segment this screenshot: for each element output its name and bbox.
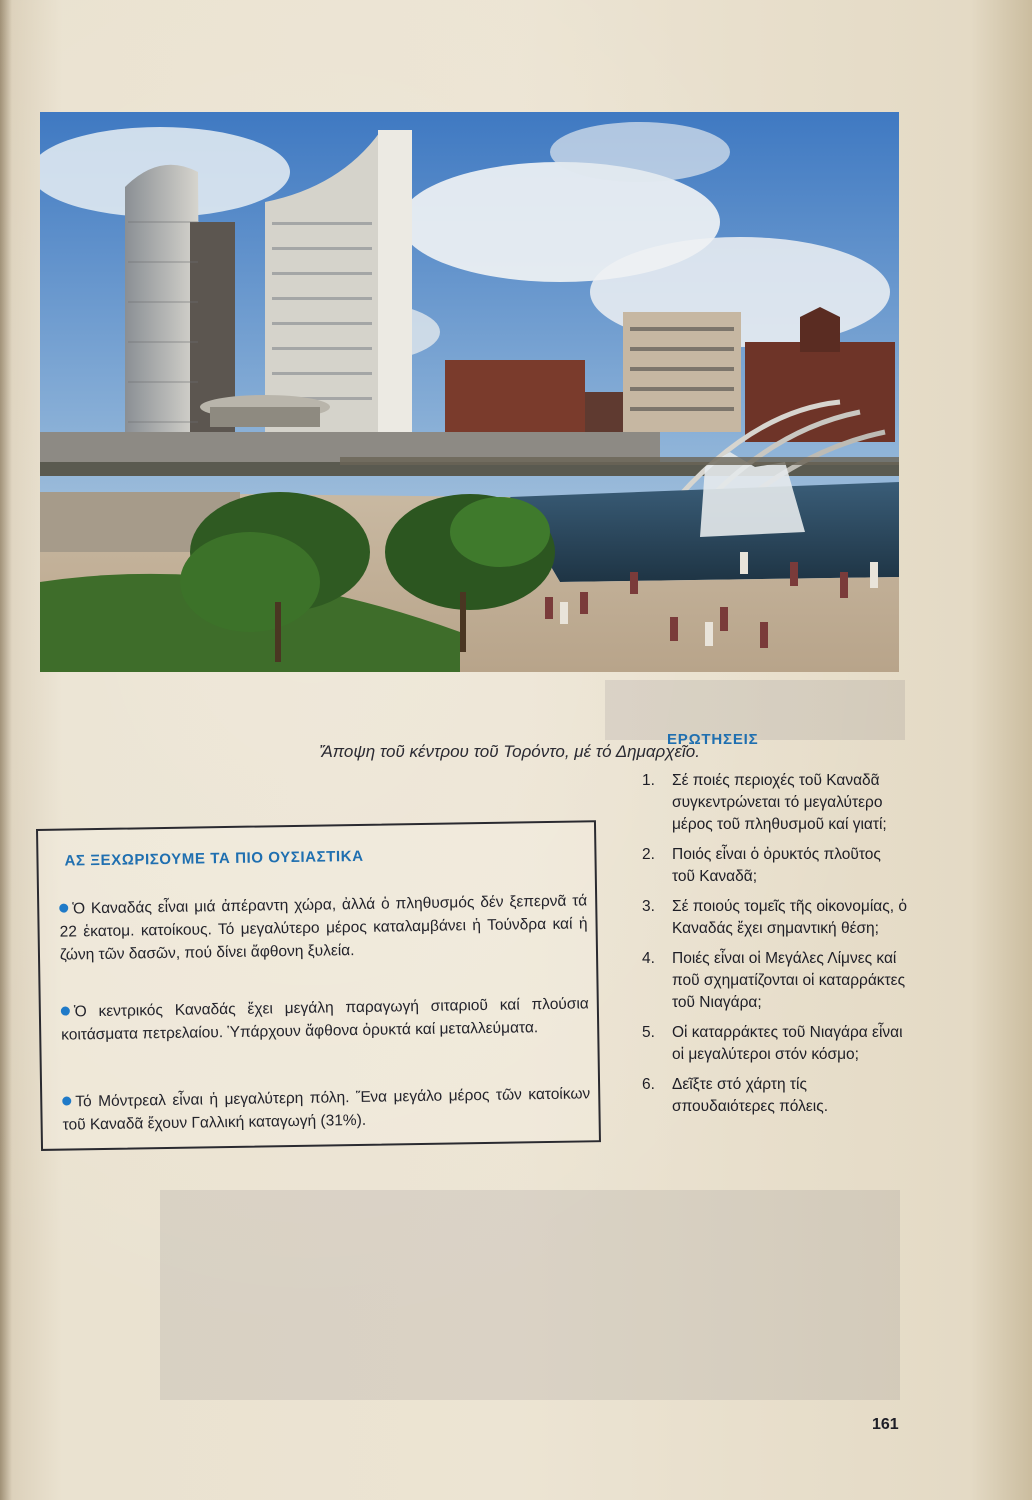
summary-bullet [59, 889, 588, 966]
page-edge-shadow [0, 0, 12, 1500]
question-number: 4. [642, 950, 655, 967]
summary-bullet-text: Ὁ Καναδάς εἶναι μιά ἀπέραντη χώρα, ἀλλά ὁ πληθυσμός δέν ξεπερνᾶ τά 22 ἑκατομ. κατοίκους. Τό μεγαλύτερο μέρος καταλαμβάνει ἡ Τούνδρα καί ἡ ζώνη τῶν δασῶν, πού δίνει ἄφθονη ξυλεία. [59, 892, 588, 964]
question-text: Ποιές εἶναι οἱ Μεγάλες Λίμνες καί ποῦ σχηματίζονται οἱ καταρράκτες τοῦ Νιαγάρα; [672, 950, 906, 1011]
question-item [642, 844, 912, 888]
question-text: Σέ ποιές περιοχές τοῦ Καναδᾶ συγκεντρώνεται τό μεγαλύτερο μέρος τοῦ πληθυσμοῦ καί γιατί; [672, 772, 887, 833]
question-number: 2. [642, 846, 655, 863]
question-number: 5. [642, 1024, 655, 1041]
summary-bullet-text: Ὁ κεντρικός Καναδάς ἔχει μεγάλη παραγωγή σιταριοῦ καί πλούσια κοιτάσματα πετρελαίου. Ὑπάρχουν ἄφθονα ὀρυκτά καί μεταλλεύματα. [61, 995, 589, 1044]
photo-caption: Ἄποψη τοῦ κέντρου τοῦ Τορόντο, μέ τό Δημαρχεῖο. [318, 742, 700, 761]
question-item [642, 770, 912, 836]
bullet-dot-icon [61, 1006, 70, 1015]
bullet-dot-icon [59, 904, 68, 913]
question-text: Δεῖξτε στό χάρτη τίς σπουδαιότερες πόλεις. [672, 1076, 829, 1115]
question-number: 3. [642, 898, 655, 915]
question-text: Οἱ καταρράκτες τοῦ Νιαγάρα εἶναι οἱ μεγαλύτεροι στόν κόσμο; [672, 1024, 903, 1063]
question-text: Σέ ποιούς τομεῖς τῆς οἰκονομίας, ὁ Καναδάς ἔχει σημαντική θέση; [672, 898, 907, 937]
summary-box [36, 820, 601, 1151]
summary-bullet [62, 1082, 591, 1136]
toronto-city-hall-photo [40, 112, 899, 672]
question-number: 1. [642, 772, 655, 789]
question-number: 6. [642, 1076, 655, 1093]
page-number: 161 [872, 1416, 899, 1433]
question-item [642, 948, 912, 1014]
question-item [642, 896, 912, 940]
show-through-block [160, 1190, 900, 1400]
summary-bullet-text: Τό Μόντρεαλ εἶναι ἡ μεγαλύτερη πόλη. Ἕνα μεγάλο μέρος τῶν κατοίκων τοῦ Καναδᾶ ἔχουν Γαλλική καταγωγή (31%). [62, 1085, 591, 1134]
summary-bullet [61, 992, 590, 1046]
question-text: Ποιός εἶναι ὁ ὀρυκτός πλοῦτος τοῦ Καναδᾶ; [672, 846, 881, 885]
question-item [642, 1074, 912, 1118]
questions-list [642, 770, 912, 1126]
question-item [642, 1022, 912, 1066]
bullet-dot-icon [62, 1096, 71, 1105]
summary-title: ΑΣ ΞΕΧΩΡΙΣΟΥΜΕ ΤΑ ΠΙΟ ΟΥΣΙΑΣΤΙΚΑ [64, 847, 364, 870]
questions-title: ΕΡΩΤΗΣΕΙΣ [667, 731, 759, 748]
